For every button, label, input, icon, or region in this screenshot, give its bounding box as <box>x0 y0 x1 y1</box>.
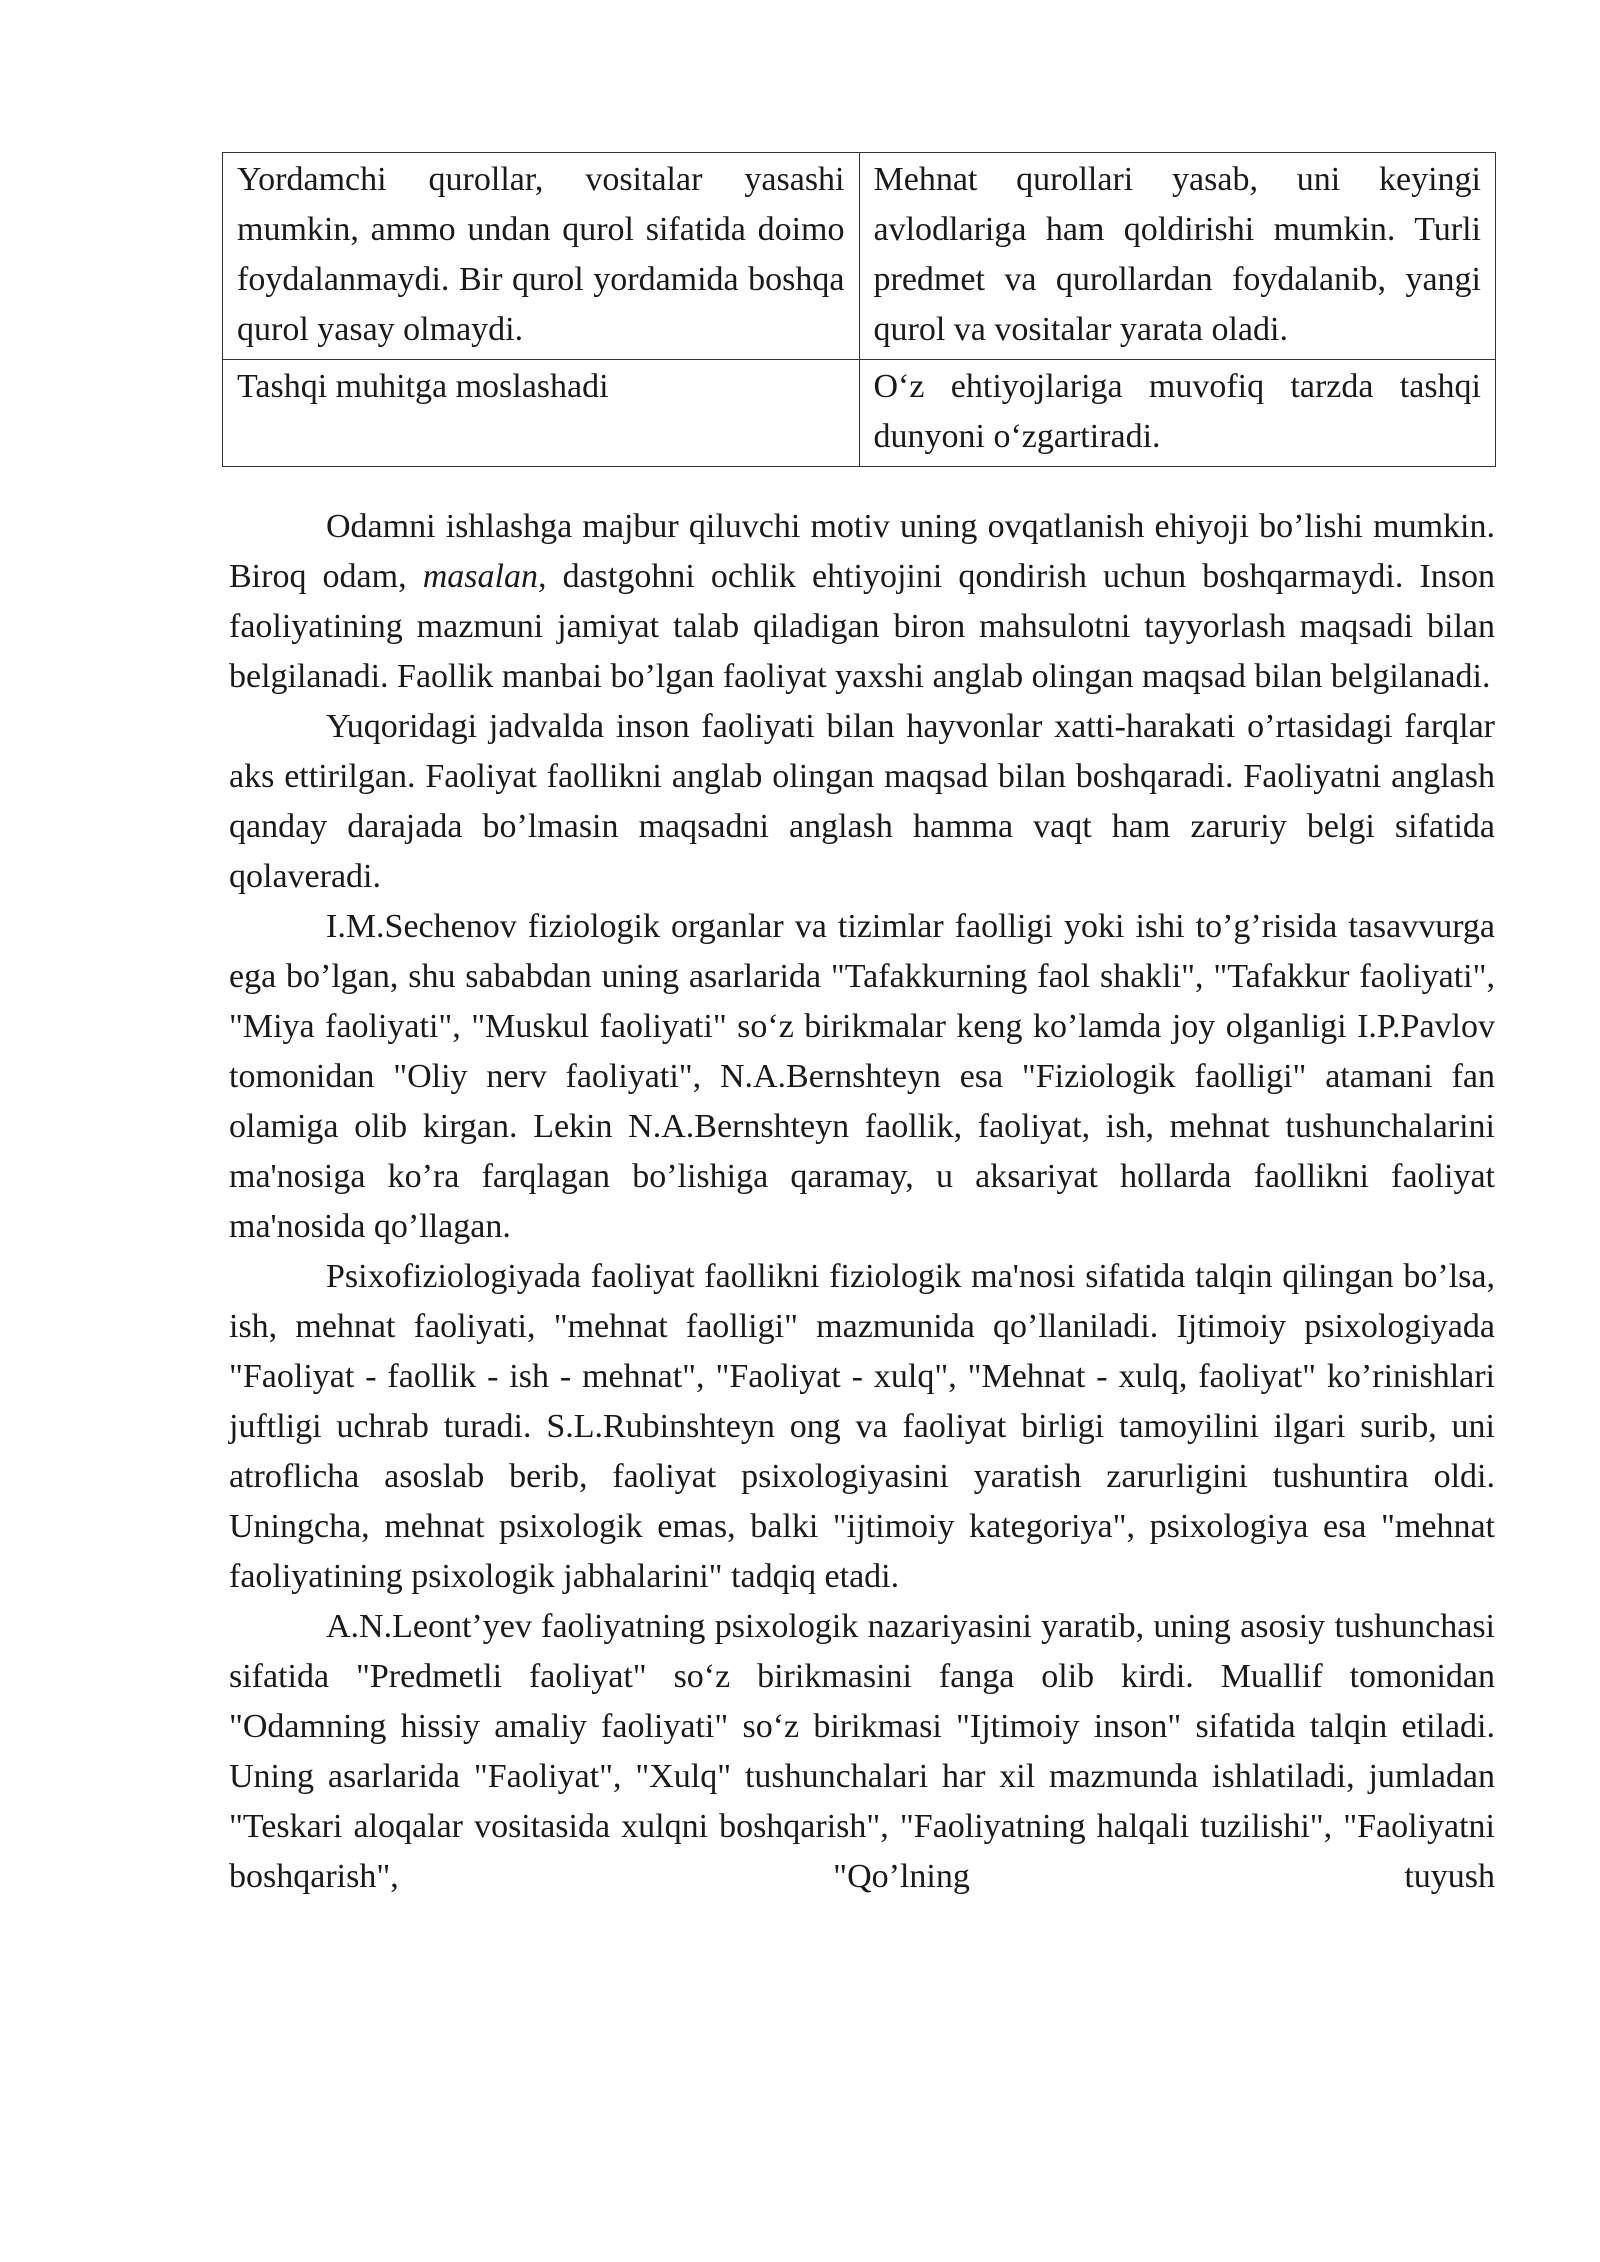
table-cell-right: O‘z ehtiyojlariga muvofiq tarzda tashqi dunyoni o‘zgartiradi. <box>859 360 1496 467</box>
paragraph-1-text-b: dastgohni ochlik ehtiyojini qondirish uchun boshqarmaydi. Inson faoliyatining mazmuni jamiyat talab qiladigan biron mahsulotni tayyorlash maqsadi bilan belgilanadi. Faollik manbai bo’lgan faoliyat yaxshi anglab olingan maqsad bilan belgilanadi. <box>229 558 1495 695</box>
paragraph-1-text-a: Odamni ishlashga majbur qiluvchi motiv uning ovqatlanish ehiyoji bo’lishi mumkin. Biroq odam, <box>229 508 1495 595</box>
paragraph-3: I.M.Sechenov fiziologik organlar va tizimlar faolligi yoki ishi to’g’risida tasavvurga ega bo’lgan, shu sababdan uning asarlarida "Tafakkurning faol shakli", "Tafakkur faoliyati", "Miya faoliyati", "Muskul faoliyati" so‘z birikmalar keng ko’lamda joy olganligi I.P.Pavlov tomonidan "Oliy nerv faoliyati", N.A.Bernshteyn esa "Fiziologik faolligi" atamani fan olamiga olib kirgan. Lekin N.A.Bernshteyn faollik, faoliyat, ish, mehnat tushunchalarini ma'nosiga ko’ra farqlagan bo’lishiga qaramay, u aksariyat hollarda faollikni faoliyat ma'nosida qo’llagan. <box>229 908 1495 1245</box>
comparison-table <box>222 152 1496 467</box>
table-row <box>223 360 1496 467</box>
paragraph-2: Yuqoridagi jadvalda inson faoliyati bilan hayvonlar xatti-harakati o’rtasidagi farqlar aks ettirilgan. Faoliyat faollikni anglab olingan maqsad bilan boshqaradi. Faoliyatni anglash qanday darajada bo’lmasin maqsadni anglash hamma vaqt ham zaruriy belgi sifatida qolaveradi. <box>229 708 1495 895</box>
paragraph-5: A.N.Leont’yev faoliyatning psixologik nazariyasini yaratib, uning asosiy tushunchasi sifatida "Predmetli faoliyat" so‘z birikmasini fanga olib kirdi. Muallif tomonidan "Odamning hissiy amaliy faoliyati" so‘z birikmasi "Ijtimoiy inson" sifatida talqin etiladi. Uning asarlarida "Faoliyat", "Xulq" tushunchalari har xil mazmunda ishlatiladi, jumladan "Teskari aloqalar vositasida xulqni boshqarish", "Faoliyatning halqali tuzilishi", "Faoliyatni boshqarish", "Qo’lning tuyush <box>229 1608 1495 1895</box>
paragraph-1-italic: masalan, <box>422 558 547 595</box>
table-row <box>223 153 1496 360</box>
table-cell-left: Yordamchi qurollar, vositalar yasashi mumkin, ammo undan qurol sifatida doimo foydalanmaydi. Bir qurol yordamida boshqa qurol yasay olmaydi. <box>223 153 860 360</box>
paragraph-1 <box>229 502 1495 702</box>
body-text <box>229 502 1495 1902</box>
table-cell-right: Mehnat qurollari yasab, uni keyingi avlodlariga ham qoldirishi mumkin. Turli predmet va qurollardan foydalanib, yangi qurol va vositalar yarata oladi. <box>859 153 1496 360</box>
paragraph-4: Psixofiziologiyada faoliyat faollikni fiziologik ma'nosi sifatida talqin qilingan bo’lsa, ish, mehnat faoliyati, "mehnat faolligi" mazmunida qo’llaniladi. Ijtimoiy psixologiyada "Faoliyat - faollik - ish - mehnat", "Faoliyat - xulq", "Mehnat - xulq, faoliyat" ko’rinishlari juftligi uchrab turadi. S.L.Rubinshteyn ong va faoliyat birligi tamoyilini ilgari surib, uni atroflicha asoslab berib, faoliyat psixologiyasini yaratish zarurligini tushuntira oldi. Uningcha, mehnat psixologik emas, balki "ijtimoiy kategoriya", psixologiya esa "mehnat faoliyatining psixologik jabhalarini" tadqiq etadi. <box>229 1258 1495 1595</box>
table-cell-left: Tashqi muhitga moslashadi <box>223 360 860 467</box>
